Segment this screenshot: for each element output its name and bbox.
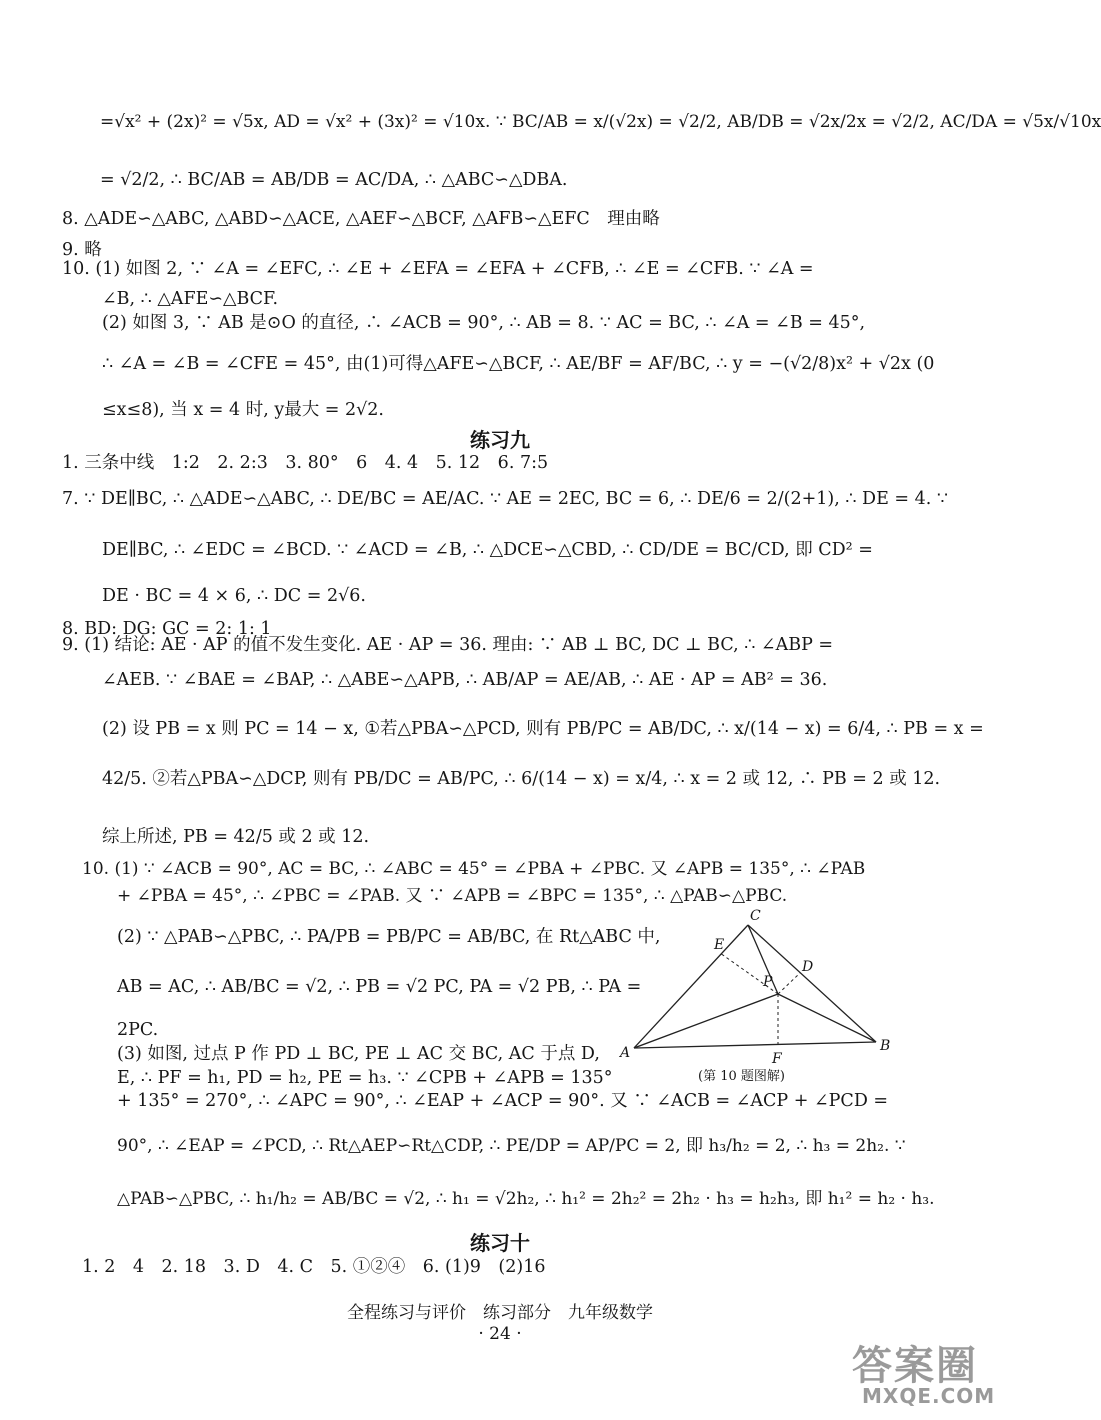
- label-f: F: [772, 1051, 782, 1067]
- text-line: 综上所述, PB = 42/5 或 2 或 12.: [102, 827, 370, 847]
- segment-ab: [634, 1042, 876, 1048]
- text-line: 2PC.: [117, 1020, 159, 1040]
- perpendicular-pd: [778, 973, 800, 994]
- page-number: · 24 ·: [478, 1324, 522, 1344]
- text-line: 7. ∵ DE∥BC, ∴ △ADE∽△ABC, ∴ DE/BC = AE/AC. ∵ AE = 2EC, BC = 6, ∴ DE/6 = 2/(2+1), ∴ DE = 4. ∵: [62, 489, 949, 509]
- label-e: E: [714, 937, 725, 953]
- text-line: 8. BD: DG: GC = 2: 1: 1: [62, 619, 272, 639]
- text-line: AB = AC, ∴ AB/BC = √2, ∴ PB = √2 PC, PA = √2 PB, ∴ PA =: [117, 977, 642, 997]
- geometry-figure: [620, 900, 900, 1084]
- text-line: 1. 2 4 2. 18 3. D 4. C 5. ①②④ 6. (1)9 (2)16: [82, 1257, 546, 1277]
- text-line: (2) ∵ △PAB∽△PBC, ∴ PA/PB = PB/PC = AB/BC, 在 Rt△ABC 中,: [117, 927, 661, 947]
- text-line: 10. (1) ∵ ∠ACB = 90°, AC = BC, ∴ ∠ABC = 45° = ∠PBA + ∠PBC. 又 ∠APB = 135°, ∴ ∠PAB: [82, 859, 866, 879]
- section-heading: 练习九: [470, 428, 530, 452]
- text-line: DE∥BC, ∴ ∠EDC = ∠BCD. ∵ ∠ACD = ∠B, ∴ △DCE∽△CBD, ∴ CD/DE = BC/CD, 即 CD² =: [102, 540, 873, 560]
- label-b: B: [880, 1038, 891, 1054]
- text-line: ∴ ∠A = ∠B = ∠CFE = 45°, 由(1)可得△AFE∽△BCF, ∴ AE/BF = AF/BC, ∴ y = −(√2/8)x² + √2x (0: [102, 354, 935, 374]
- watermark-site: MXQE.COM: [862, 1384, 996, 1408]
- text-line: DE · BC = 4 × 6, ∴ DC = 2√6.: [102, 586, 366, 606]
- text-line: = √2/2, ∴ BC/AB = AB/DB = AC/DA, ∴ △ABC∽△DBA.: [100, 170, 568, 190]
- watermark-main: 答案圈: [852, 1343, 978, 1389]
- text-line: 9. 略: [62, 240, 102, 260]
- text-line: 9. (1) 结论: AE · AP 的值不发生变化. AE · AP = 36. 理由: ∵ AB ⊥ BC, DC ⊥ BC, ∴ ∠ABP =: [62, 635, 834, 655]
- footer-title: 全程练习与评价 练习部分 九年级数学: [347, 1303, 653, 1323]
- figure-caption: (第 10 题图解): [698, 1069, 785, 1084]
- text-line: △PAB∽△PBC, ∴ h₁/h₂ = AB/BC = √2, ∴ h₁ = √2h₂, ∴ h₁² = 2h₂² = 2h₂ · h₃ = h₂h₃, 即 h₁² = h₂ · h₃.: [117, 1189, 935, 1209]
- label-a: A: [620, 1045, 631, 1061]
- watermark-logo: [848, 1334, 996, 1414]
- text-line: 90°, ∴ ∠EAP = ∠PCD, ∴ Rt△AEP∽Rt△CDP, ∴ PE/DP = AP/PC = 2, 即 h₃/h₂ = 2, ∴ h₃ = 2h₂. ∵: [117, 1136, 906, 1156]
- text-line: E, ∴ PF = h₁, PD = h₂, PE = h₃. ∵ ∠CPB + ∠APB = 135°: [117, 1068, 613, 1088]
- label-d: D: [802, 959, 814, 975]
- text-line: (2) 如图 3, ∵ AB 是⊙O 的直径, ∴ ∠ACB = 90°, ∴ AB = 8. ∵ AC = BC, ∴ ∠A = ∠B = 45°,: [102, 313, 866, 333]
- text-line: ≤x≤8), 当 x = 4 时, y最大 = 2√2.: [102, 400, 384, 420]
- section-heading: 练习十: [470, 1231, 530, 1255]
- text-line: ∠AEB. ∵ ∠BAE = ∠BAP, ∴ △ABE∽△APB, ∴ AB/AP = AE/AB, ∴ AE · AP = AB² = 36.: [102, 670, 828, 690]
- text-line: + 135° = 270°, ∴ ∠APC = 90°, ∴ ∠EAP + ∠ACP = 90°. 又 ∵ ∠ACB = ∠ACP + ∠PCD =: [117, 1091, 889, 1111]
- text-line: ∠B, ∴ △AFE∽△BCF.: [102, 289, 279, 309]
- text-line: (2) 设 PB = x 则 PC = 14 − x, ①若△PBA∽△PCD, 则有 PB/PC = AB/DC, ∴ x/(14 − x) = 6/4, ∴ PB = x =: [102, 719, 984, 739]
- text-line: 1. 三条中线 1:2 2. 2:3 3. 80° 6 4. 4 5. 12 6. 7:5: [62, 453, 549, 473]
- text-line: 10. (1) 如图 2, ∵ ∠A = ∠EFC, ∴ ∠E + ∠EFA = ∠EFA + ∠CFB, ∴ ∠E = ∠CFB. ∵ ∠A =: [62, 259, 814, 279]
- text-line: (3) 如图, 过点 P 作 PD ⊥ BC, PE ⊥ AC 交 BC, AC 于点 D,: [117, 1044, 600, 1064]
- label-p: P: [763, 974, 773, 990]
- text-line: + ∠PBA = 45°, ∴ ∠PBC = ∠PAB. 又 ∵ ∠APB = ∠BPC = 135°, ∴ △PAB∽△PBC.: [117, 886, 788, 906]
- segment-pb: [778, 994, 876, 1042]
- text-line: 8. △ADE∽△ABC, △ABD∽△ACE, △AEF∽△BCF, △AFB∽△EFC 理由略: [62, 209, 660, 229]
- segment-ac: [634, 925, 748, 1048]
- segment-pa: [634, 994, 778, 1048]
- label-c: C: [750, 908, 761, 924]
- text-line: 42/5. ②若△PBA∽△DCP, 则有 PB/DC = AB/PC, ∴ 6/(14 − x) = x/4, ∴ x = 2 或 12, ∴ PB = 2 或 12.: [102, 769, 941, 789]
- text-line: =√x² + (2x)² = √5x, AD = √x² + (3x)² = √10x. ∵ BC/AB = x/(√2x) = √2/2, AB/DB = √2x/2x = √2/2, AC/DA = √5x/√10x: [100, 112, 1101, 132]
